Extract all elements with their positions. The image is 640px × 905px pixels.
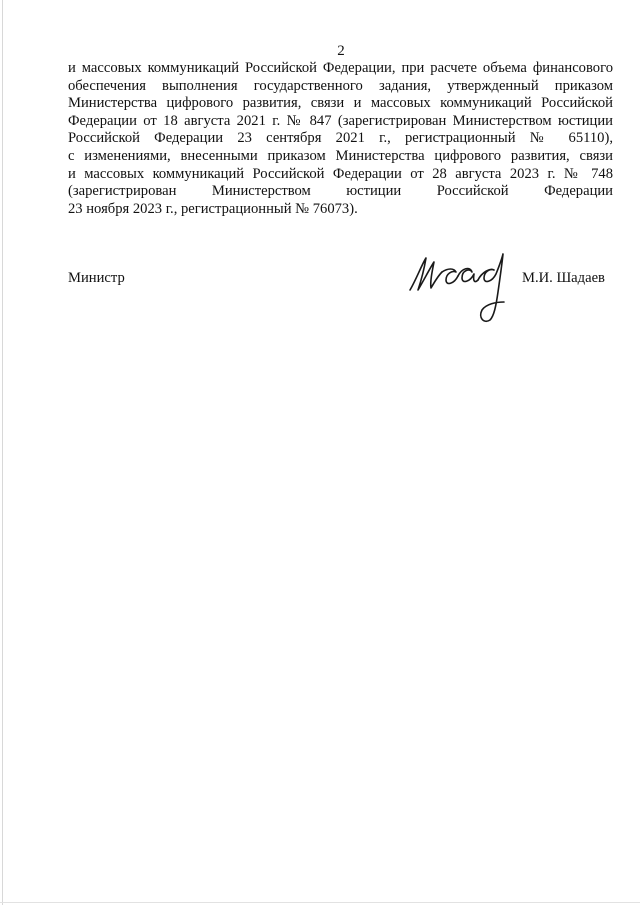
paragraph-line: и массовых коммуникаций Российской Федерации от 28 августа 2023 г. № 748 bbox=[68, 165, 613, 182]
signatory-name: М.И. Шадаев bbox=[522, 270, 605, 286]
paragraph-line: Министерства цифрового развития, связи и массовых коммуникаций Российской bbox=[68, 95, 613, 112]
signature-block bbox=[68, 266, 613, 346]
paragraph-line: Федерации от 18 августа 2021 г. № 847 (зарегистрирован Министерством юстиции bbox=[68, 112, 613, 129]
paragraph-line: с изменениями, внесенными приказом Министерства цифрового развития, связи bbox=[68, 147, 613, 164]
paragraph-line: 23 ноября 2023 г., регистрационный № 76073). bbox=[68, 200, 358, 217]
paragraph-line: обеспечения выполнения государственного задания, утвержденный приказом bbox=[68, 77, 613, 94]
paragraph-line: и массовых коммуникаций Российской Федерации, при расчете объема финансового bbox=[68, 60, 613, 76]
body-paragraph bbox=[68, 60, 613, 218]
page-left-edge bbox=[2, 0, 3, 905]
page-number: 2 bbox=[337, 43, 345, 59]
signatory-title: Министр bbox=[68, 270, 125, 286]
paragraph-line: Российской Федерации 23 сентября 2021 г., регистрационный № 65110), bbox=[68, 130, 613, 147]
handwritten-signature bbox=[404, 250, 524, 340]
page-bottom-edge bbox=[0, 902, 640, 903]
paragraph-line: (зарегистрирован Министерством юстиции Российской Федерации bbox=[68, 183, 613, 200]
